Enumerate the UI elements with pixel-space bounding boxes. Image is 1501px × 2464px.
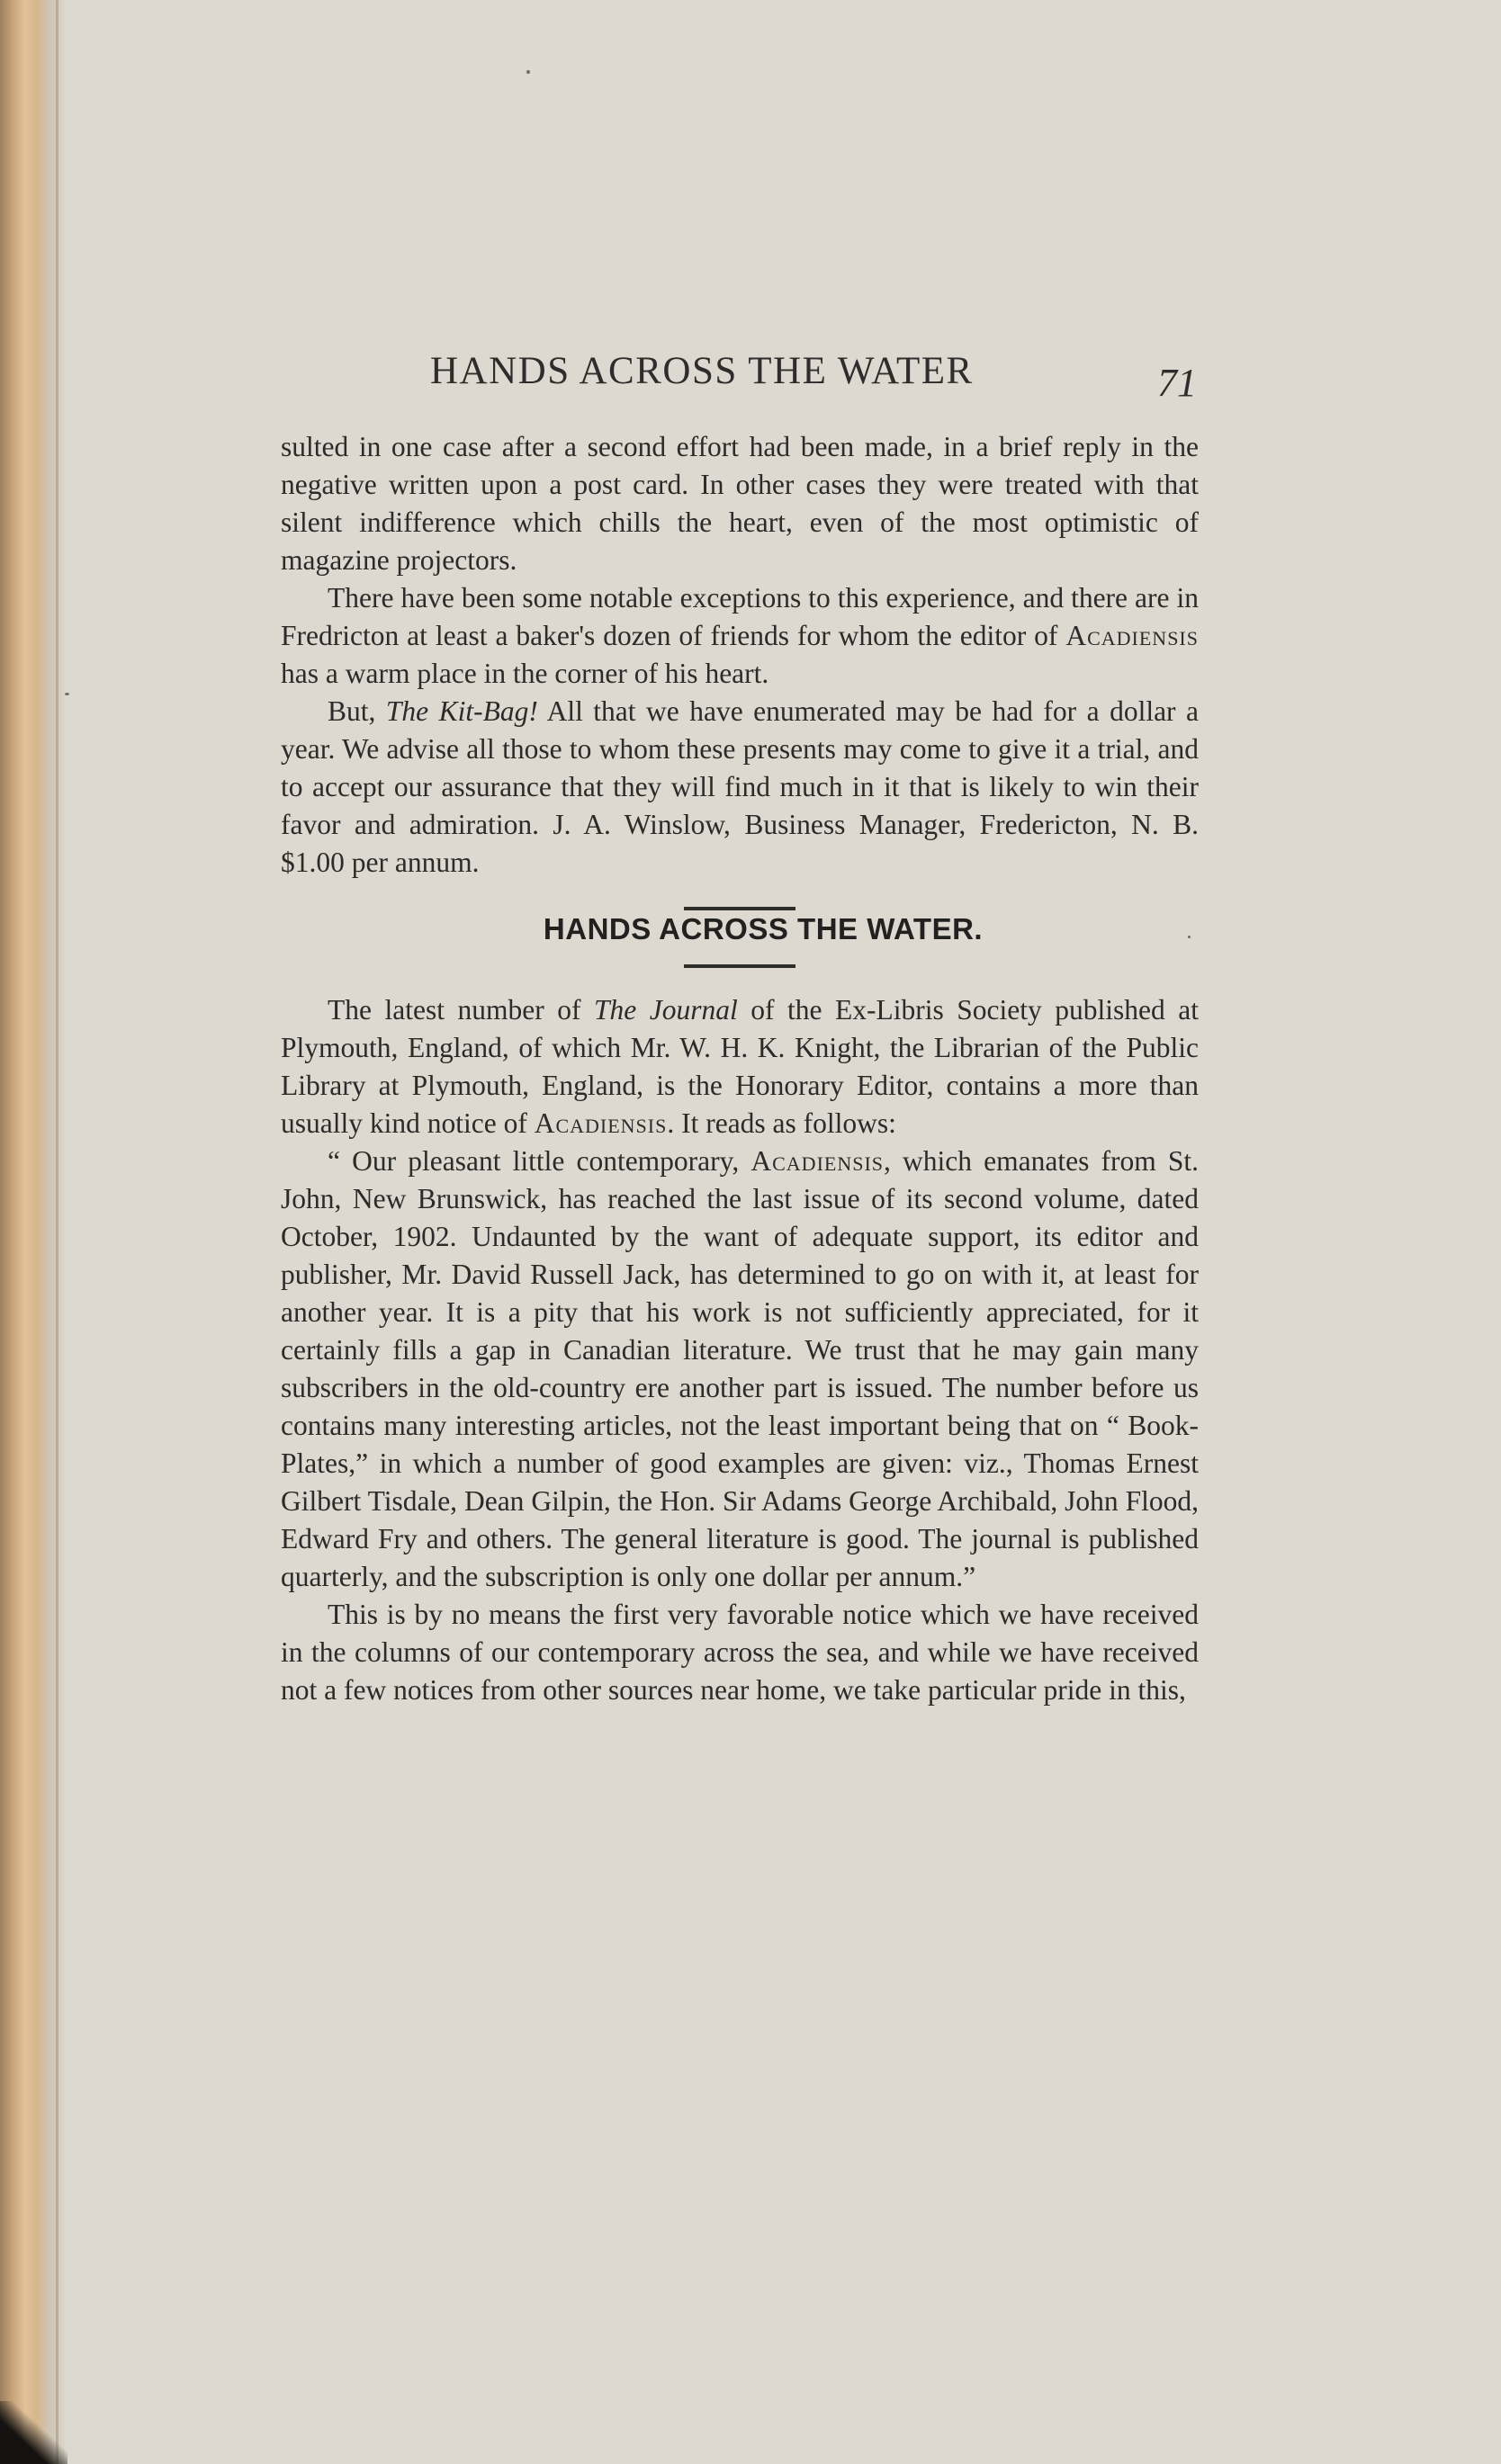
text-run: , which emanates from St. John, New Brunswick, has reached the last issue of its second volume, dated October, 1902. Undaunted by the want of adequate support, its editor and publisher, Mr. David Russell Jack, has determined to go on with it, at least for another year. It is a pity that his work is not sufficiently appreciated, for it certainly fills a gap in Canadian literature. We trust that he may gain many subscribers in the old-country ere another part is issued. The number before us contains many interesting articles, not the least important being that on “ Book-Plates,” in which a number of good examples are given: viz., Thomas Ernest Gilbert Tisdale, Dean Gilpin, the Hon. Sir Adams George Archibald, John Flood, Edward Fry and others. The general literature is good. The journal is published quarterly, and the subscription is only one dollar per annum.” <box>281 1145 1200 1592</box>
paragraph <box>281 579 1199 693</box>
scan-shadow <box>0 2401 67 2464</box>
text-run: The latest number of <box>328 994 594 1026</box>
text-run: There have been some notable exceptions to this experience, and there are in Fredricton at least a baker's dozen of friends for whom the editor of <box>281 582 1199 651</box>
journal-name: Acadiensis <box>1065 620 1199 651</box>
text-run: But, <box>328 695 386 727</box>
page-edge <box>56 0 58 2464</box>
text-run: . It reads as follows: <box>667 1107 896 1139</box>
paragraph <box>281 991 1199 1142</box>
section-heading: HANDS ACROSS THE WATER. <box>543 912 984 945</box>
body-text <box>281 428 1199 1709</box>
text-run: of the Ex-Libris Society published at Plymouth, England, of which Mr. W. H. K. Knight, the Librarian of the Public Library at Plymouth, England, is the Honorary Editor, contains a more than usually kind notice of <box>281 994 1199 1139</box>
paper-speck <box>65 693 69 695</box>
paragraph: This is by no means the first very favorable notice which we have received in the columns of our contemporary across the sea, and while we have received not a few notices from other sources near home, we take particular pride in this, <box>281 1599 1199 1706</box>
text-run: has a warm place in the corner of his heart. <box>281 658 769 689</box>
journal-name: Acadiensis <box>750 1145 885 1177</box>
page-number: 71 <box>1157 361 1197 405</box>
text-run: “ Our pleasant little contemporary, <box>328 1145 751 1177</box>
journal-name: Acadiensis <box>534 1107 668 1139</box>
paragraph: sulted in one case after a second effort had been made, in a brief reply in the negative written upon a post card. In other cases they were treated with that silent indifference which chills the heart, even of the most optimistic of magazine projectors. <box>281 431 1199 576</box>
running-head-title: HANDS ACROSS THE WATER <box>430 350 974 392</box>
section-rule-bottom <box>684 964 795 968</box>
paragraph <box>281 693 1199 882</box>
publication-title: The Journal <box>593 994 738 1026</box>
paper-speck <box>526 70 530 74</box>
quotation-paragraph <box>281 1142 1199 1596</box>
publication-title: The Kit-Bag! <box>385 695 538 727</box>
text-run: All that we have enumerated may be had for a dollar a year. We advise all those to whom these presents may come to give it a trial, and to accept our assurance that they will find much in it that is likely to win their favor and admiration. J. A. Winslow, Business Manager, Fredericton, N. B. $1.00 per annum. <box>281 695 1199 878</box>
